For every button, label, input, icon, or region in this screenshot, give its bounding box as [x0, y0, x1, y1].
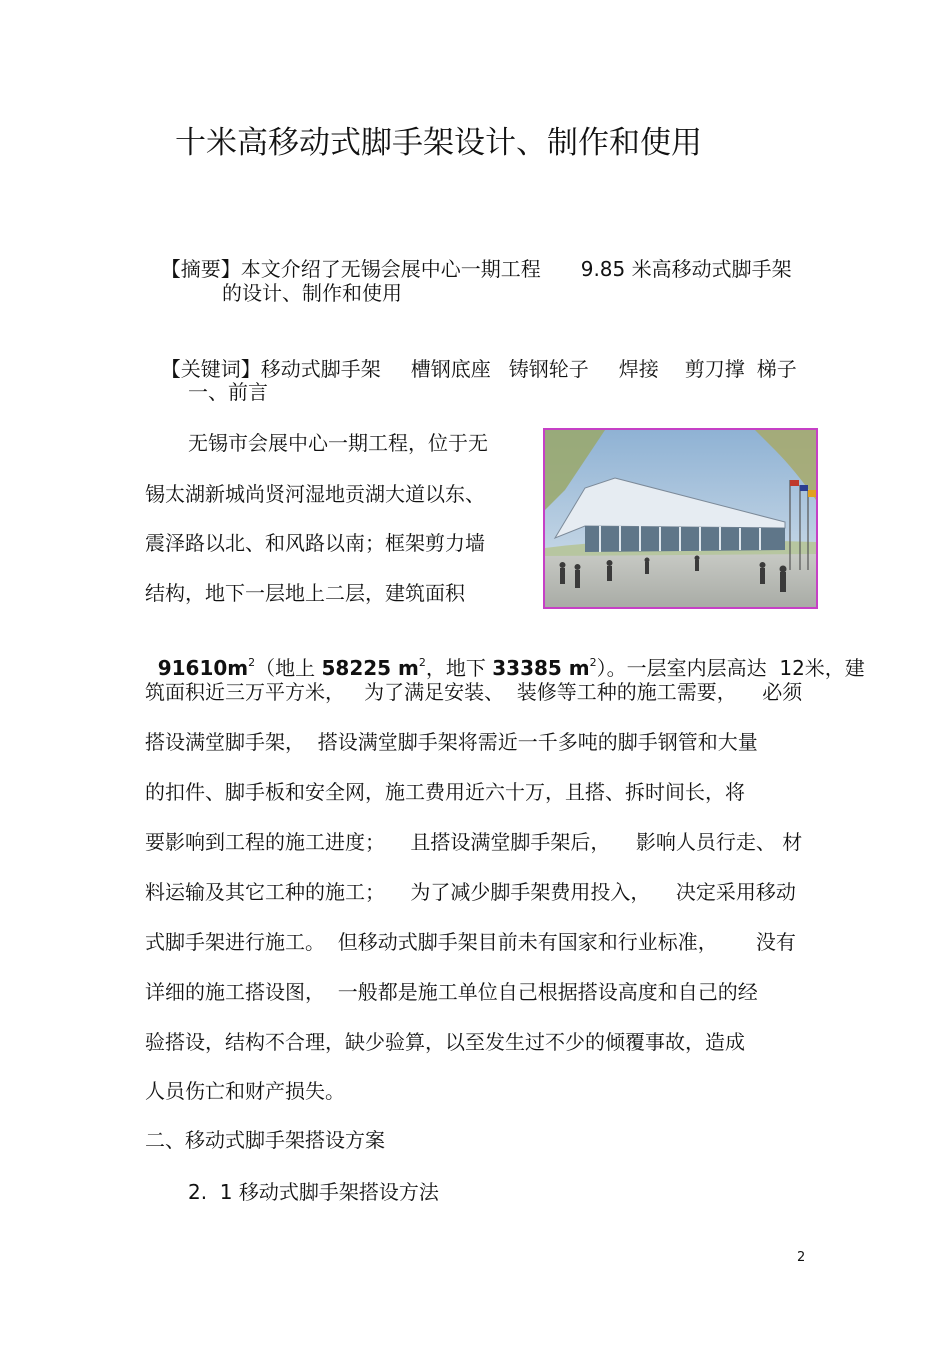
- abstract-line: [148, 230, 792, 282]
- section-heading: 一、前言: [188, 380, 268, 404]
- exhibition-center-photo: [543, 428, 818, 609]
- abstract-label: 【摘要】: [160, 257, 241, 281]
- paragraph-line: 要影响到工程的施工进度； 且搭设满堂脚手架后， 影响人员行走、 材: [145, 830, 803, 854]
- paragraph-line: 震泽路以北、和风路以南；框架剪力墙: [145, 531, 485, 555]
- document-title: 十米高移动式脚手架设计、制作和使用: [175, 125, 702, 161]
- keyword: 移动式脚手架: [260, 357, 381, 381]
- paragraph-line: 搭设满堂脚手架， 搭设满堂脚手架将需近一千多吨的脚手钢管和大量: [145, 730, 758, 754]
- paragraph-line: 结构，地下一层地上二层，建筑面积: [145, 581, 465, 605]
- area-text: ）。一层室内层高达 12米，建: [596, 656, 865, 680]
- total-area: 91610m: [157, 656, 249, 680]
- paragraph-line: 料运输及其它工种的施工； 为了减少脚手架费用投入， 决定采用移动: [145, 880, 796, 904]
- abstract-text: 9.85 米高移动式脚手架: [580, 257, 792, 281]
- paragraph-line: 式脚手架进行施工。 但移动式脚手架目前未有国家和行业标准， 没有: [145, 930, 796, 954]
- paragraph-line-area: [145, 629, 865, 681]
- above-ground-area: 58225 m: [321, 656, 419, 680]
- paragraph-line: 人员伤亡和财产损失。: [145, 1079, 345, 1103]
- abstract-text: 本文介绍了无锡会展中心一期工程: [240, 257, 541, 281]
- keyword: 梯子: [756, 357, 797, 381]
- paragraph-line: 验搭设，结构不合理，缺少验算，以至发生过不少的倾覆事故，造成: [145, 1030, 745, 1054]
- superscript: 2: [248, 656, 256, 669]
- paragraph-line: 的扣件、脚手板和安全网，施工费用近六十万，且搭、拆时间长，将: [145, 780, 745, 804]
- superscript: 2: [418, 656, 426, 669]
- below-ground-area: 33385 m: [492, 656, 590, 680]
- paragraph-line: 锡太湖新城尚贤河湿地贡湖大道以东、: [145, 482, 485, 506]
- keyword: 焊接: [618, 357, 659, 381]
- keywords-line: [148, 330, 797, 382]
- area-text: ，地下: [425, 656, 493, 680]
- superscript: 2: [589, 656, 597, 669]
- paragraph-line: 详细的施工搭设图， 一般都是施工单位自己根据搭设高度和自己的经: [145, 980, 758, 1004]
- keyword: 剪刀撑: [684, 357, 745, 381]
- area-text: （地上: [255, 656, 322, 680]
- keyword: 槽钢底座: [410, 357, 491, 381]
- keyword: 铸钢轮子: [508, 357, 589, 381]
- section-heading: 二、移动式脚手架搭设方案: [145, 1128, 385, 1152]
- subsection-heading: 2. 1 移动式脚手架搭设方法: [188, 1180, 439, 1204]
- paragraph-line: 无锡市会展中心一期工程，位于无: [188, 431, 488, 455]
- paragraph-line: 筑面积近三万平方米， 为了满足安装、 装修等工种的施工需要， 必须: [145, 680, 803, 704]
- abstract-continued: 的设计、制作和使用: [222, 281, 402, 305]
- keywords-label: 【关键词】: [160, 357, 261, 381]
- page-number: 2: [797, 1250, 806, 1265]
